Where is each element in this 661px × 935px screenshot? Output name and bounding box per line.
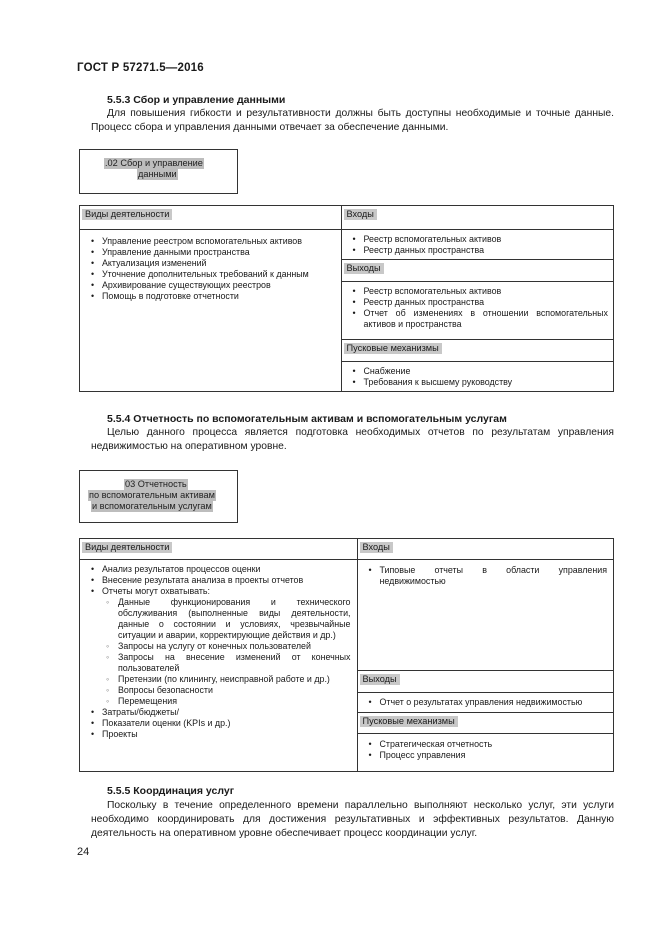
activities-cell <box>80 230 342 392</box>
process-box-02 <box>79 149 238 194</box>
process-label-line1: .02 Сбор и управление <box>105 158 203 168</box>
list-item: • Реестр вспомогательных активов <box>342 286 609 297</box>
list-item: • Реестр данных пространства <box>342 297 609 308</box>
inputs-header: Входы <box>360 542 393 553</box>
inputs-header-cell <box>341 206 614 230</box>
list-item: • Архивирование существующих реестров <box>80 280 341 291</box>
process-label-line2: по вспомогательным активам <box>89 490 215 500</box>
triggers-cell <box>357 734 614 772</box>
outputs-header: Выходы <box>360 674 400 685</box>
section-5-5-5-text: Поскольку в течение определенного времени параллельно выполняют несколько услуг, эти услуги необходимо координировать для достижения результативных и эффективных результатов. Данную деятельность на оперативном уровне обеспечивает процесс координации услуг. <box>91 800 614 840</box>
list-item: • Стратегическая отчетность <box>358 739 614 750</box>
activities-header: Виды деятельности <box>82 209 172 220</box>
sub-list-item: ◦ Перемещения <box>80 696 351 707</box>
activities-list <box>80 564 351 597</box>
list-item: • Отчет о результатах управления недвижимостью <box>358 697 614 708</box>
section-5-5-4-title: 5.5.4 Отчетность по вспомогательным активам и вспомогательным услугам <box>107 413 507 425</box>
list-item: • Процесс управления <box>358 750 614 761</box>
outputs-cell <box>341 282 614 340</box>
outputs-header: Выходы <box>344 263 384 274</box>
document-header: ГОСТ Р 57271.5—2016 <box>77 62 204 74</box>
list-item: • Показатели оценки (KPIs и др.) <box>80 718 351 729</box>
triggers-header-cell <box>341 340 614 362</box>
sub-list-item: ◦ Запросы на услугу от конечных пользователей <box>80 641 351 652</box>
list-item: • Реестр данных пространства <box>342 245 614 256</box>
list-item: • Управление данными пространства <box>80 247 341 258</box>
list-item: • Снабжение <box>342 366 614 377</box>
list-item: • Проекты <box>80 729 351 740</box>
process-label-line2: данными <box>138 169 177 179</box>
sub-list-item: ◦ Претензии (по клинингу, неисправной работе и др.) <box>80 674 351 685</box>
subitems-list <box>80 597 351 707</box>
list-item: • Уточнение дополнительных требований к данным <box>80 269 341 280</box>
triggers-header: Пусковые механизмы <box>360 716 458 727</box>
activities-header-cell <box>80 206 342 230</box>
section-5-5-3-text: Для повышения гибкости и результативности должны быть доступны необходимые и точные данные. Процесс сбора и управления данными отвечает за обеспечение данными. <box>91 108 614 134</box>
page-number: 24 <box>77 846 90 858</box>
inputs-header-cell <box>357 539 614 560</box>
triggers-cell <box>341 362 614 392</box>
list-item: • Требования к высшему руководству <box>342 377 614 388</box>
process-label-line1: 03 Отчетность <box>125 479 187 489</box>
activities-cell <box>80 560 358 772</box>
list-item: • Внесение результата анализа в проекты отчетов <box>80 575 351 586</box>
outputs-cell <box>357 693 614 713</box>
list-item: • Реестр вспомогательных активов <box>342 234 614 245</box>
activities-header-cell <box>80 539 358 560</box>
section-5-5-5-title: 5.5.5 Координация услуг <box>107 785 235 797</box>
activities-header: Виды деятельности <box>82 542 172 553</box>
section-5-5-3-title: 5.5.3 Сбор и управление данными <box>107 94 286 106</box>
process-table-02 <box>79 205 614 392</box>
list-item: • Актуализация изменений <box>80 258 341 269</box>
triggers-header: Пусковые механизмы <box>344 343 442 354</box>
outputs-header-cell <box>357 671 614 693</box>
list-item: • Помощь в подготовке отчетности <box>80 291 341 302</box>
sub-list-item: ◦ Запросы на внесение изменений от конечных пользователей <box>80 652 351 674</box>
list-item: • Затраты/бюджеты/ <box>80 707 351 718</box>
list-item: • Управление реестром вспомогательных активов <box>80 236 341 247</box>
list-item: • Анализ результатов процессов оценки <box>80 564 351 575</box>
outputs-header-cell <box>341 260 614 282</box>
sub-list-item: ◦ Вопросы безопасности <box>80 685 351 696</box>
process-label-line3: и вспомогательным услугам <box>92 501 212 511</box>
inputs-header: Входы <box>344 209 377 220</box>
process-box-03 <box>79 470 238 523</box>
activities-list <box>80 236 341 302</box>
section-5-5-4-text: Целью данного процесса является подготовка необходимых отчетов по результатам управления недвижимостью на оперативном уровне. <box>91 427 614 453</box>
process-table-03 <box>79 538 614 772</box>
inputs-cell <box>357 560 614 671</box>
triggers-header-cell <box>357 713 614 734</box>
inputs-cell <box>341 230 614 260</box>
list-item: • Типовые отчеты в области управления недвижимостью <box>358 565 608 587</box>
list-item: • Отчет об изменениях в отношении вспомогательных активов и пространства <box>342 308 609 330</box>
sub-list-item: ◦ Данные функционирования и технического обслуживания (выполненные виды деятельности, данные о состоянии и условиях, чрезвычайные ситуации и аварии, корректирующие действия и др.) <box>80 597 351 641</box>
list-item: • Отчеты могут охватывать: <box>80 586 351 597</box>
